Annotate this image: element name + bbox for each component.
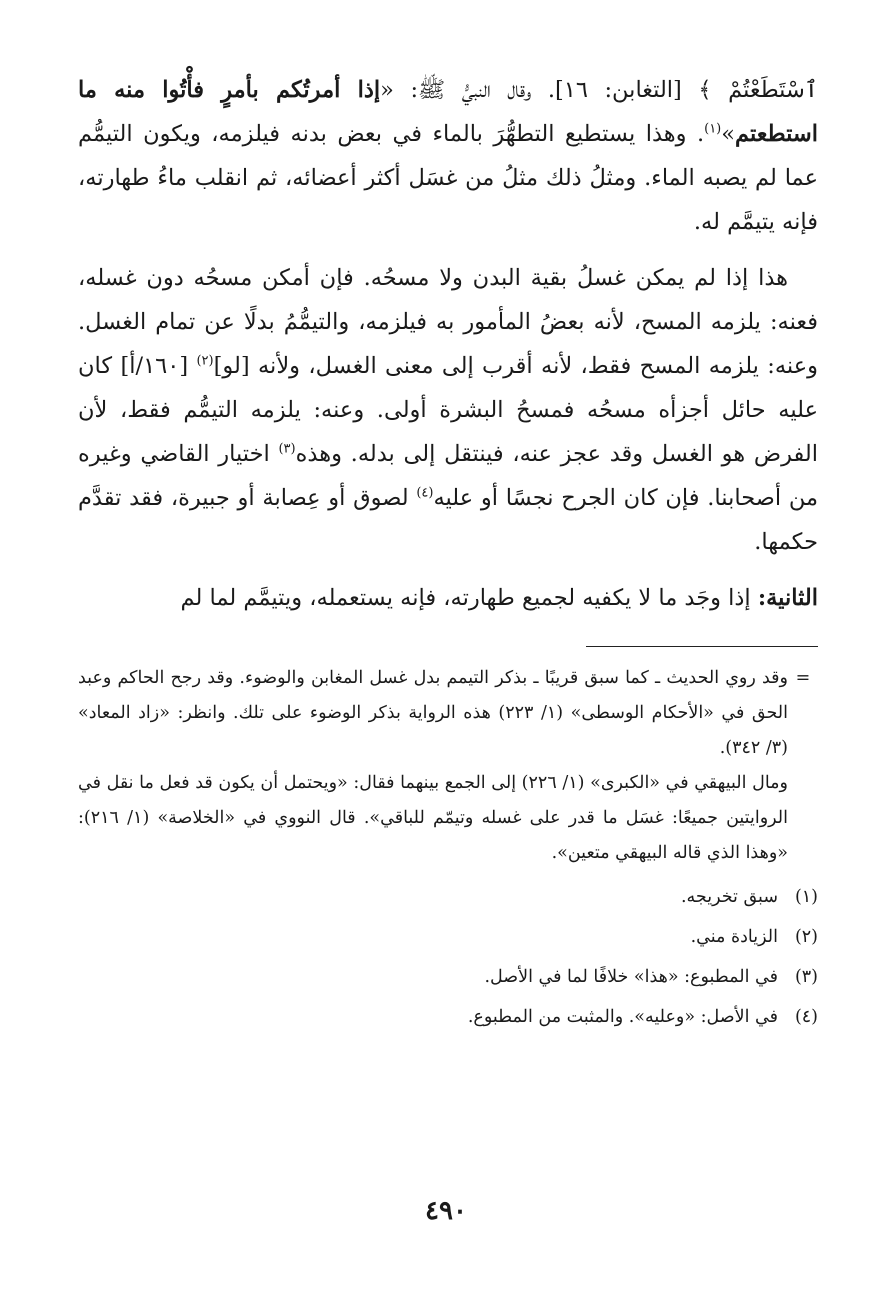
- footnote-continuation: [78, 661, 818, 871]
- section-heading: الثانية:: [757, 585, 818, 611]
- footnote-text: في المطبوع: «هذا» خلافًا لما في الأصل.: [484, 967, 778, 987]
- footnote-divider: [586, 646, 818, 647]
- continuation-paragraph-2: ومال البيهقي في «الكبرى» (١/ ٢٢٦) إلى الجمع بينهما فقال: «ويحتمل أن يكون قد فعل ما نقل في الروايتين جميعًا: غسَل ما قدر على غسله وتيمّم للباقي». قال النووي في «الخلاصة» (١/ ٢١٦): «وهذا الذي قاله البيهقي متعين».: [78, 773, 788, 863]
- footnote-ref-2: (٢): [196, 353, 214, 369]
- hadith-text: إذا أمرتُكم بأمرٍ فأْتُوا منه ما استطعتم: [78, 77, 818, 147]
- continuation-mark: =: [795, 668, 811, 688]
- footnote-text: في الأصل: «وعليه». والمثبت من المطبوع.: [467, 1007, 778, 1027]
- footnote-ref-3: (٣): [278, 441, 296, 457]
- footnote-text: سبق تخريجه.: [680, 887, 778, 907]
- footnote-number: (١): [794, 887, 818, 907]
- footnotes: [78, 661, 818, 1037]
- footnote-list: [78, 877, 818, 1037]
- footnote-ref-4: (٤): [416, 485, 434, 501]
- paragraph-2: هذا إذا لم يمكن غسلُ بقية البدن ولا مسحُه. فإن أمكن مسحُه دون غسله، فعنه: يلزمه المسح، لأنه بعضُ المأمور به فيلزمه، والتيمُّمُ بدلًا عن تمام الغسل. وعنه: يلزمه المسح فقط، لأنه أقرب إلى معنى الغسل، ولأنه [لو]$^{(٢)}$ [١٦٠/أ] كان عليه حائل أجزأه مسحُه فمسحُ البشرة أولى. وعنه: يلزمه التيمُّم فقط، لأن الفرض هو الغسل وقد عجز عنه، فينتقل إلى بدله. وهذه$^{(٣)}$ اختيار القاضي وغيره من أصحابنا. فإن كان الجرح نجسًا أو عليه$^{(٤)}$ لصوق أو عِصابة أو جبيرة، فقد تقدَّم حكمها.: [78, 265, 819, 555]
- continuation-paragraph-1: وقد روي الحديث ـ كما سبق قريبًا ـ بذكر التيمم بدل غسل المغابن والوضوء. وقد رجح الحاكم وعبد الحق في «الأحكام الوسطى» (١/ ٢٢٣) هذه الرواية بذكر الوضوء على تلك. وانظر: «زاد المعاد» (٣/ ٣٤٢).: [78, 668, 788, 758]
- page: [78, 68, 818, 1037]
- footnote-item: [78, 917, 818, 957]
- footnote-ref-1: (١): [704, 121, 722, 137]
- quran-reference: [التغابن: ١٦]: [554, 77, 682, 103]
- footnote-number: (٤): [794, 1007, 818, 1027]
- footnote-number: (٣): [794, 967, 818, 987]
- quran-quote: ٱسْتَطَعْتُمْ ﴾: [698, 77, 818, 103]
- footnote-text: الزيادة مني.: [690, 927, 778, 947]
- footnote-item: [78, 877, 818, 917]
- page-number: ٤٩٠: [425, 1196, 467, 1226]
- paragraph-3: الثانية: إذا وجَد ما لا يكفيه لجميع طهارته، فإنه يستعمله، ويتيمَّم لما لم: [180, 585, 818, 611]
- main-text: [78, 68, 818, 620]
- continuation-text: [78, 661, 788, 871]
- paragraph-1: ٱسْتَطَعْتُمْ ﴾ [التغابن: ١٦]. وقال النبيُّ ﷺ: «إذا أمرتُكم بأمرٍ فأْتُوا منه ما استطعتم»$^{(١)}$. وهذا يستطيع التطهُّرَ بالماء في بعض بدنه فيلزمه، ويكون التيمُّم عما لم يصبه الماء. ومثلُ ذلك مثلُ من غسَل أكثر أعضائه، ثم انقلب ماءُ طهارته، فإنه يتيمَّم له.: [78, 77, 818, 235]
- footnote-item: [78, 997, 818, 1037]
- footnote-number: (٢): [794, 927, 818, 947]
- footnote-item: [78, 957, 818, 997]
